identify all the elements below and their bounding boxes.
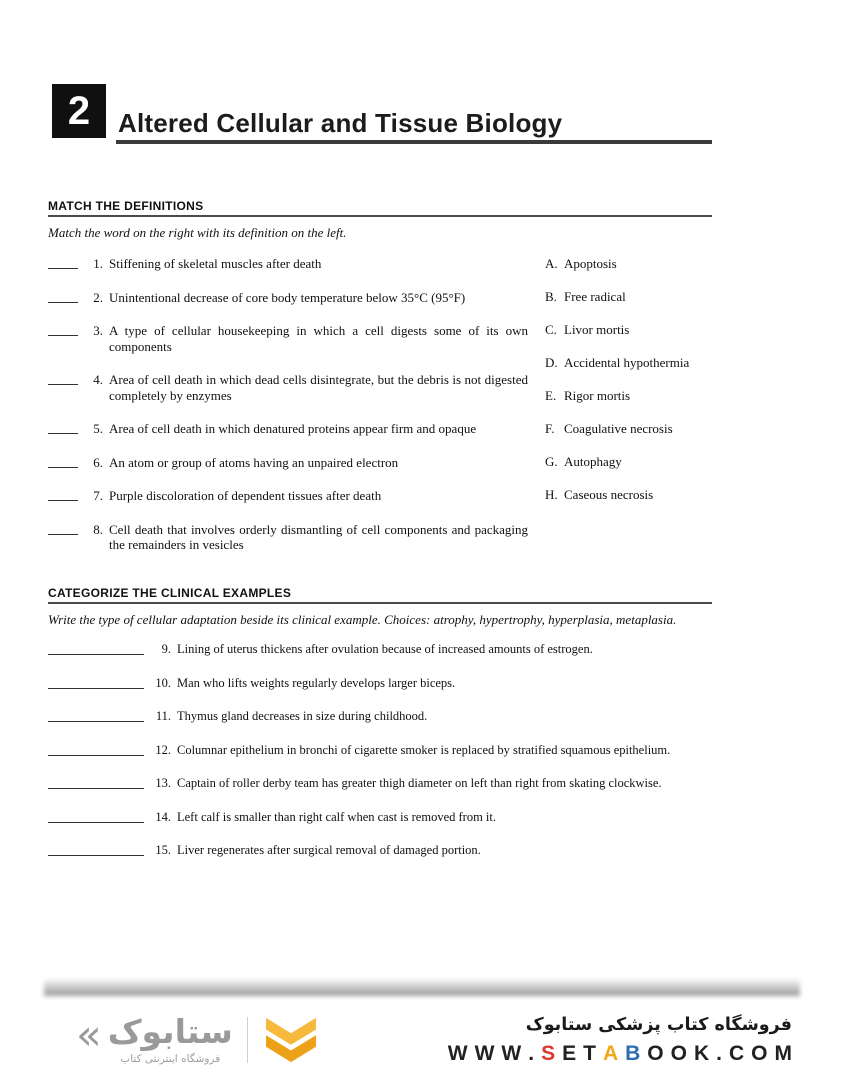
answer-blank (48, 488, 78, 501)
clinical-example-row (48, 709, 712, 725)
answer-blank (48, 290, 78, 303)
item-number: 11. (155, 709, 171, 723)
example-text: Thymus gland decreases in size during childhood. (177, 709, 428, 723)
item-number: 2. (93, 289, 103, 305)
example-text: Left calf is smaller than right calf when cast is removed from it. (177, 809, 496, 824)
match-definition-row (48, 256, 528, 272)
match-definition-row (48, 488, 528, 504)
definition-text: Purple discoloration of dependent tissues after death (109, 488, 382, 503)
url-letter: W (474, 1041, 495, 1065)
item-number: 1. (93, 256, 103, 271)
url-letter: A (602, 1041, 619, 1065)
answer-blank (48, 843, 144, 856)
choice-letter: E. (545, 388, 557, 403)
definition-text: Cell death that involves orderly dismantling of cell components and packaging the remainders in vesicles (109, 521, 528, 552)
url-letter: O (751, 1041, 768, 1065)
answer-blank (48, 522, 78, 535)
url-letter: T (583, 1041, 596, 1065)
title-underline (116, 140, 712, 144)
url-letter: K (693, 1041, 710, 1065)
clinical-example-row (48, 743, 712, 759)
answer-blank (48, 642, 144, 655)
match-definition-row (48, 323, 528, 354)
item-number: 12. (155, 742, 171, 757)
url-letter: W (501, 1041, 522, 1065)
example-text: Liver regenerates after surgical removal of damaged portion. (177, 843, 481, 857)
answer-blank (48, 455, 78, 468)
clinical-example-row (48, 843, 712, 859)
choice-text: Autophagy (564, 454, 622, 469)
choice-row (545, 289, 712, 304)
choice-row (545, 487, 712, 502)
choice-row (545, 388, 712, 403)
answer-blank (48, 776, 144, 789)
answer-blank (48, 709, 144, 722)
url-letter: O (647, 1041, 664, 1065)
item-number: 13. (155, 776, 171, 790)
item-number: 7. (93, 488, 103, 503)
item-number: 4. (93, 372, 103, 387)
setabook-logo (76, 1009, 320, 1065)
match-definition-row (48, 372, 528, 403)
footer-brand (448, 1015, 792, 1066)
chapter-number-block (52, 84, 106, 138)
url-letter: C (728, 1041, 745, 1065)
url-letter: . (716, 1041, 722, 1065)
logo-wordmark-group (107, 1012, 233, 1065)
logo-divider (247, 1017, 248, 1063)
choice-letter: B. (545, 289, 557, 304)
match-definition-row (48, 290, 528, 306)
choice-row (545, 355, 712, 370)
match-section-rule (48, 215, 712, 217)
definition-text: Stiffening of skeletal muscles after death (109, 256, 322, 271)
answer-blank (48, 676, 144, 689)
url-letter: W (447, 1041, 468, 1065)
choice-text: Livor mortis (564, 322, 630, 337)
choice-letter: G. (545, 454, 558, 469)
url-letter: B (625, 1041, 641, 1065)
choice-row (545, 421, 712, 436)
choice-letter: C. (545, 322, 557, 337)
url-letter: M (774, 1041, 792, 1065)
definition-text: A type of cellular housekeeping in which a cell digests some of its own components (109, 323, 528, 354)
match-definition-row (48, 421, 528, 437)
footer-shadow (44, 978, 800, 996)
choice-row (545, 322, 712, 337)
match-definition-row (48, 455, 528, 471)
clinical-example-row (48, 642, 712, 658)
logo-chevron-icon: « (76, 1009, 102, 1059)
choice-letter: F. (545, 421, 555, 436)
categorize-section-rule (48, 602, 712, 604)
answer-blank (48, 421, 78, 434)
url-letter: S (541, 1041, 556, 1065)
definition-text: Unintentional decrease of core body temperature below 35°C (95°F) (109, 289, 466, 305)
logo-subtext: فروشگاه اینترنتی کتاب (120, 1052, 221, 1065)
example-text: Lining of uterus thickens after ovulation because of increased amounts of estrogen. (177, 642, 593, 656)
choice-row (545, 256, 712, 271)
categorize-section-heading: CATEGORIZE THE CLINICAL EXAMPLES (48, 586, 292, 600)
choice-letter: D. (545, 355, 558, 370)
logo-wordmark: ستابوک (107, 1012, 233, 1052)
choice-letter: H. (545, 487, 558, 502)
example-text: Captain of roller derby team has greater thigh diameter on left than right from skating clockwise. (177, 776, 662, 790)
choices-list (545, 256, 712, 520)
choice-text: Rigor mortis (564, 388, 631, 403)
match-section-heading: MATCH THE DEFINITIONS (48, 199, 204, 213)
url-letter: O (670, 1041, 687, 1065)
item-number: 10. (155, 675, 171, 690)
answer-blank (48, 810, 144, 823)
choice-text: Coagulative necrosis (564, 421, 673, 436)
url-letter: E (562, 1041, 577, 1065)
answer-blank (48, 256, 78, 269)
clinical-examples-list (48, 642, 712, 877)
clinical-example-row (48, 776, 712, 792)
answer-blank (48, 743, 144, 756)
footer (0, 1000, 844, 1080)
chapter-number: 2 (67, 89, 91, 133)
item-number: 9. (161, 642, 171, 656)
footer-tagline: فروشگاه کتاب پزشکی ستابوک (525, 1014, 792, 1035)
definitions-list (48, 256, 528, 571)
choice-letter: A. (545, 256, 558, 271)
match-section-instruction: Match the word on the right with its definition on the left. (48, 225, 347, 240)
item-number: 6. (93, 454, 103, 470)
choice-text: Free radical (564, 289, 626, 304)
item-number: 8. (93, 521, 103, 537)
clinical-example-row (48, 676, 712, 692)
url-letter: . (528, 1041, 535, 1065)
clinical-example-row (48, 810, 712, 826)
item-number: 3. (93, 323, 103, 338)
choice-text: Accidental hypothermia (564, 355, 690, 370)
match-columns (48, 256, 712, 571)
choice-text: Apoptosis (564, 256, 617, 271)
item-number: 14. (155, 809, 171, 824)
example-text: Man who lifts weights regularly develops larger biceps. (177, 675, 456, 690)
setabook-emblem-icon (262, 1016, 320, 1064)
choice-text: Caseous necrosis (564, 487, 654, 502)
answer-blank (48, 372, 78, 385)
definition-text: Area of cell death in which dead cells disintegrate, but the debris is not digested completely by enzymes (109, 372, 528, 403)
answer-blank (48, 323, 78, 336)
chapter-title: Altered Cellular and Tissue Biology (118, 108, 563, 138)
match-definition-row (48, 522, 528, 553)
item-number: 5. (93, 421, 103, 436)
categorize-section-instruction: Write the type of cellular adaptation beside its clinical example. Choices: atrophy, hypertrophy, hyperplasia, metaplasia. (48, 612, 677, 627)
website-url (448, 1042, 792, 1066)
definition-text: An atom or group of atoms having an unpaired electron (109, 454, 399, 470)
example-text: Columnar epithelium in bronchi of cigarette smoker is replaced by stratified squamous epithelium. (177, 742, 671, 757)
item-number: 15. (155, 843, 171, 857)
definition-text: Area of cell death in which denatured proteins appear firm and opaque (109, 421, 477, 436)
choice-row (545, 454, 712, 469)
